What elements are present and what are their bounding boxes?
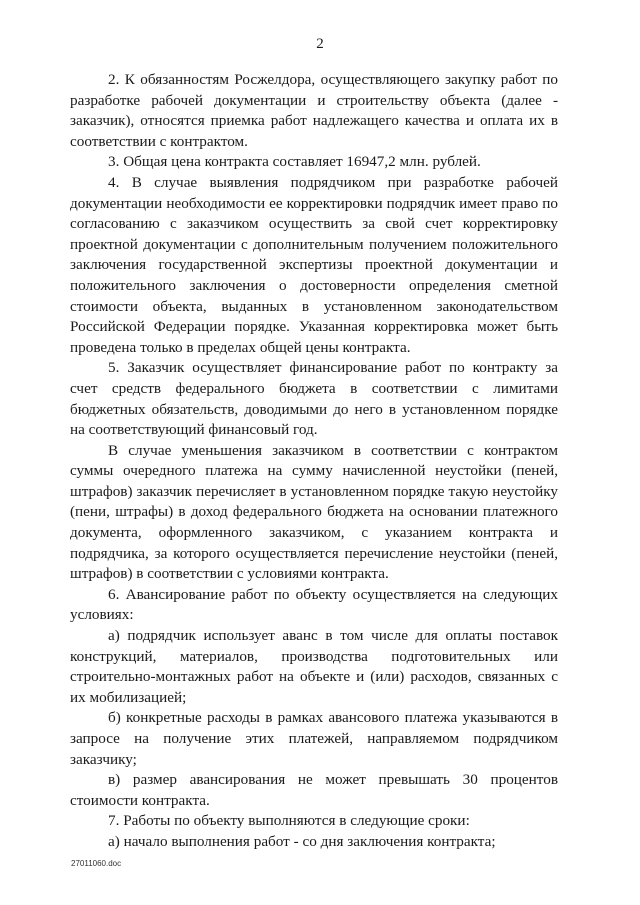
footer-file-code: 27011060.doc: [71, 859, 122, 868]
paragraph-6a: а) подрядчик использует аванс в том числе для оплаты поставок конструкций, материалов, производства подготовительных или строительно-монтажных работ на объекте и (или) расходов, связанных с их мобилизацией;: [70, 627, 558, 706]
paragraph-5-penalty: В случае уменьшения заказчиком в соответствии с контрактом суммы очередного платежа на сумму начисленной неустойки (пеней, штрафов) заказчик перечисляет в установленном порядке такую неустойку (пени, штрафы) в доход федерального бюджета на основании платежного документа, оформленного заказчиком, с указанием контракта и подрядчика, за которого осуществляется перечисление неустойки (пеней, штрафов) в соответствии с условиями контракта.: [70, 441, 558, 583]
paragraph-7a: а) начало выполнения работ - со дня заключения контракта;: [108, 832, 496, 850]
paragraph-3-contract-price: 3. Общая цена контракта составляет 16947,2 млн. рублей.: [108, 153, 481, 171]
paragraph-6c: в) размер авансирования не может превышать 30 процентов стоимости контракта.: [70, 771, 558, 809]
paragraph-6b: б) конкретные расходы в рамках авансового платежа указываются в запросе на получение этих платежей, направляемом подрядчиком заказчику;: [70, 709, 558, 768]
paragraph-7-deadlines: 7. Работы по объекту выполняются в следующие сроки:: [108, 812, 470, 830]
paragraph-5-financing: 5. Заказчик осуществляет финансирование работ по контракту за счет средств федерального бюджета в соответствии с лимитами бюджетных обязательств, доводимыми до него в установленном порядке на соответствующий финансовый год.: [70, 359, 558, 439]
document-body: [70, 70, 558, 853]
paragraph-6-advance: 6. Авансирование работ по объекту осуществляется на следующих условиях:: [70, 585, 558, 624]
paragraph-4-correction: 4. В случае выявления подрядчиком при разработке рабочей документации необходимости ее корректировки подрядчик имеет право по согласованию с заказчиком осуществить за свой счет корректировку проектной документации с дополнительным получением положительного заключения государственной экспертизы проектной документации и положительного заключения о достоверности определения сметной стоимости объекта, выданных в установленном законодательством Российской Федерации порядке. Указанная корректировка может быть проведена только в пределах общей цены контракта.: [70, 173, 558, 356]
page-number: 2: [316, 36, 324, 52]
paragraph-2-customer-duties: 2. К обязанностям Росжелдора, осуществляющего закупку работ по разработке рабочей документации и строительству объекта (далее - заказчик), относятся приемка работ надлежащего качества и оплата их в соответствии с контрактом.: [70, 71, 558, 150]
